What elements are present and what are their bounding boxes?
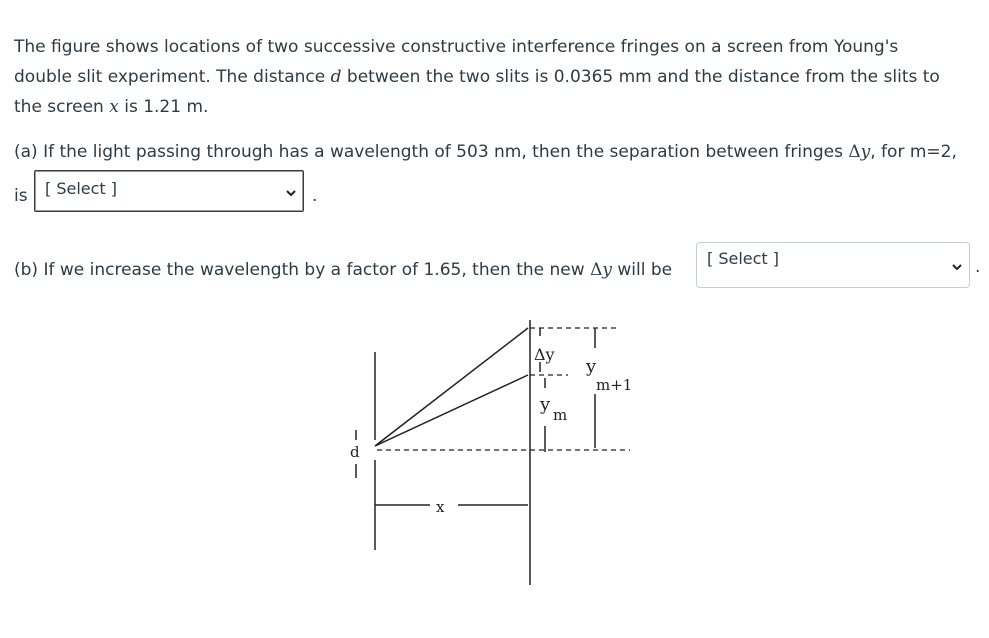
- label-x: x: [436, 498, 445, 516]
- question-b-text: [14, 255, 694, 285]
- label-y-m: y: [540, 394, 551, 415]
- answer-b-select[interactable]: [696, 242, 970, 288]
- intro-line-1: The figure shows locations of two successive constructive interference fringes on a screen from Young's: [14, 37, 899, 57]
- double-slit-figure: [330, 300, 660, 600]
- label-m: m: [553, 406, 568, 424]
- ray-upper: [375, 328, 528, 446]
- label-d: d: [350, 443, 360, 461]
- question-b-pre: (b) If we increase the wavelength by a factor of 1.65, then the new: [14, 260, 591, 280]
- question-b-post: will be: [611, 260, 673, 280]
- intro-line-3-post: is 1.21 m.: [118, 97, 209, 117]
- label-delta-y: Δy: [534, 345, 555, 364]
- intro-line-2-post: between the two slits is 0.0365 mm and the distance from the slits to: [341, 67, 940, 87]
- var-y: y: [860, 142, 871, 162]
- answer-b-select-value: [ Select ]: [707, 249, 780, 268]
- intro-line-2-pre: double slit experiment. The distance: [14, 67, 331, 87]
- var-y: y: [602, 260, 612, 280]
- answer-a-select[interactable]: [34, 170, 304, 212]
- chevron-down-icon: [285, 187, 297, 199]
- label-m-plus-1: m+1: [596, 376, 633, 394]
- intro-paragraph: [14, 32, 979, 122]
- question-a-text: [14, 137, 979, 167]
- intro-line-3-pre: the screen: [14, 97, 110, 117]
- var-d: d: [330, 67, 342, 87]
- delta-symbol: Δ: [590, 260, 603, 280]
- delta-symbol: Δ: [848, 142, 861, 162]
- question-a-post: , for m=2,: [870, 142, 957, 162]
- chevron-down-icon: [951, 261, 963, 273]
- label-y-m1: y: [586, 356, 597, 377]
- answer-a-select-value: [ Select ]: [45, 179, 118, 198]
- var-x: x: [109, 97, 119, 117]
- question-a-pre: (a) If the light passing through has a wavelength of 503 nm, then the separation between fringes: [14, 142, 849, 162]
- answer-a-period: .: [312, 186, 318, 206]
- answer-b-period: .: [975, 257, 981, 277]
- is-label: is: [14, 186, 28, 206]
- ray-lower: [375, 375, 528, 446]
